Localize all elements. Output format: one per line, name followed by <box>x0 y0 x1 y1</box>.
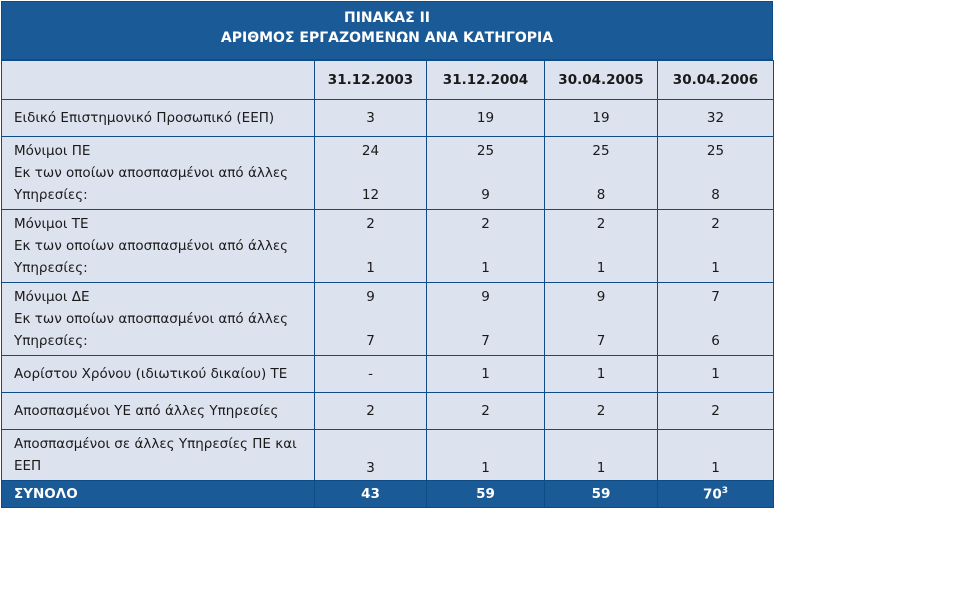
row-label-group <box>2 137 315 210</box>
cell-pair <box>545 210 658 283</box>
table-row-other <box>2 430 774 481</box>
cell-value: 9 <box>481 289 490 305</box>
cell-value: 25 <box>592 143 610 159</box>
cell-value: 3 <box>315 100 427 137</box>
cell-pair <box>545 283 658 356</box>
total-value: 59 <box>545 481 658 508</box>
row-sublabel-1: Εκ των οποίων αποσπασμένοι από άλλες <box>14 165 289 181</box>
cell-value: 19 <box>545 100 658 137</box>
cell-value: 2 <box>366 216 375 232</box>
cell-value: 32 <box>658 100 774 137</box>
row-label-group <box>2 430 315 481</box>
cell-pair <box>427 137 545 210</box>
table-title-line2: ΑΡΙΘΜΟΣ ΕΡΓΑΖΟΜΕΝΩΝ ΑΝΑ ΚΑΤΗΓΟΡΙΑ <box>220 30 554 46</box>
table-row-te <box>2 210 774 283</box>
table-row-pe <box>2 137 774 210</box>
total-value-with-footnote <box>658 481 774 508</box>
cell-value: - <box>315 356 427 393</box>
row-label-1: Αποσπασμένοι σε άλλες Υπηρεσίες ΠΕ και <box>14 436 297 452</box>
cell-subvalue: 8 <box>711 187 720 203</box>
cell-subvalue: 1 <box>596 260 606 276</box>
cell-subvalue: 1 <box>711 260 720 276</box>
table-row-de <box>2 283 774 356</box>
cell-value: 2 <box>315 393 427 430</box>
cell-pair <box>658 137 774 210</box>
cell-subvalue: 1 <box>481 260 490 276</box>
cell-pair <box>427 210 545 283</box>
cell-value: 19 <box>427 100 545 137</box>
cell-subvalue: 8 <box>596 187 606 203</box>
cell-subvalue: 7 <box>596 333 606 349</box>
row-label-group <box>2 283 315 356</box>
cell-pair <box>315 210 427 283</box>
row-sublabel-1: Εκ των οποίων αποσπασμένοι από άλλες <box>14 311 289 327</box>
cell-value: 2 <box>658 393 774 430</box>
cell-value: 1 <box>427 356 545 393</box>
cell-subvalue: 9 <box>481 187 490 203</box>
cell-subvalue: 12 <box>361 187 380 203</box>
table-row-eep <box>2 100 774 137</box>
header-empty-cell <box>2 61 315 100</box>
cell-subvalue: 7 <box>481 333 490 349</box>
cell-value: 9 <box>596 289 606 305</box>
table-row-total <box>2 481 774 508</box>
cell-subvalue: 7 <box>366 333 375 349</box>
cell-value: 25 <box>706 143 725 159</box>
row-label: Μόνιμοι ΔΕ <box>14 289 90 305</box>
cell-subvalue: 6 <box>711 333 720 349</box>
row-label: Αποσπασμένοι ΥΕ από άλλες Υπηρεσίες <box>2 393 315 430</box>
employees-table <box>1 60 774 508</box>
cell-value: 7 <box>711 289 720 305</box>
cell-pair <box>545 137 658 210</box>
row-sublabel-2: Υπηρεσίες: <box>14 333 88 349</box>
cell-value: 2 <box>545 393 658 430</box>
table-header-row <box>2 61 774 100</box>
cell-value: 1 <box>545 430 658 481</box>
cell-pair <box>315 283 427 356</box>
header-col-3: 30.04.2005 <box>545 61 658 100</box>
row-label: Αορίστου Χρόνου (ιδιωτικού δικαίου) ΤΕ <box>2 356 315 393</box>
header-col-1: 31.12.2003 <box>315 61 427 100</box>
cell-value: 2 <box>427 393 545 430</box>
cell-pair <box>427 283 545 356</box>
total-value: 43 <box>315 481 427 508</box>
cell-subvalue: 1 <box>366 260 375 276</box>
cell-value: 2 <box>596 216 606 232</box>
cell-pair <box>658 210 774 283</box>
cell-value: 2 <box>711 216 720 232</box>
cell-value: 2 <box>481 216 490 232</box>
cell-pair <box>658 283 774 356</box>
employees-table-container <box>1 1 773 508</box>
cell-value: 25 <box>476 143 495 159</box>
total-value: 70 <box>702 486 722 503</box>
table-title <box>1 1 773 60</box>
cell-value: 3 <box>315 430 427 481</box>
cell-value: 1 <box>658 356 774 393</box>
row-label-group <box>2 210 315 283</box>
row-label: Μόνιμοι ΤΕ <box>14 216 89 232</box>
footnote-marker: 3 <box>721 485 729 496</box>
table-row-ye <box>2 393 774 430</box>
table-row-aoristou <box>2 356 774 393</box>
row-sublabel-2: Υπηρεσίες: <box>14 260 88 276</box>
cell-value: 9 <box>366 289 375 305</box>
header-col-4: 30.04.2006 <box>658 61 774 100</box>
header-col-2: 31.12.2004 <box>427 61 545 100</box>
total-label: ΣΥΝΟΛΟ <box>2 481 315 508</box>
table-title-line1: ΠΙΝΑΚΑΣ ΙΙ <box>343 10 431 26</box>
row-label-2: ΕΕΠ <box>14 458 42 474</box>
row-sublabel-1: Εκ των οποίων αποσπασμένοι από άλλες <box>14 238 289 254</box>
total-value: 59 <box>427 481 545 508</box>
cell-value: 1 <box>545 356 658 393</box>
row-sublabel-2: Υπηρεσίες: <box>14 187 88 203</box>
row-label: Ειδικό Επιστημονικό Προσωπικό (ΕΕΠ) <box>2 100 315 137</box>
row-label: Μόνιμοι ΠΕ <box>14 143 91 159</box>
cell-value: 1 <box>427 430 545 481</box>
cell-value: 24 <box>361 143 380 159</box>
cell-value: 1 <box>658 430 774 481</box>
cell-pair <box>315 137 427 210</box>
